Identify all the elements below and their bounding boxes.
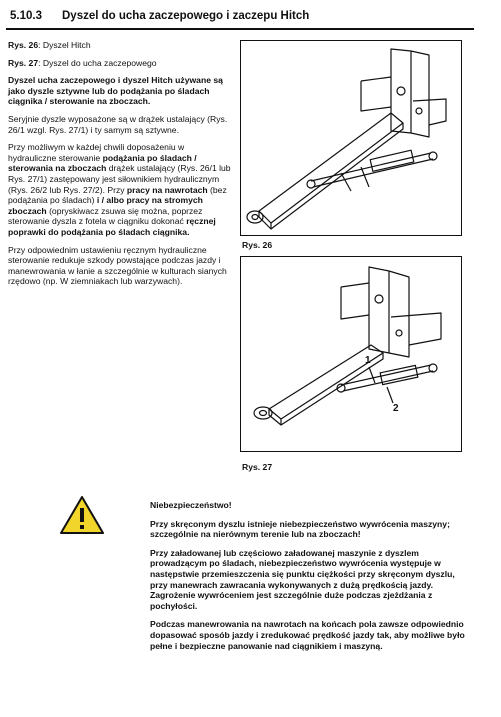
figure-caption-rys27: Rys. 27 [242, 462, 273, 472]
text-run: (opryskiwacz zsuwa się można, poprzez sterowanie dyszla z fotela w ciągniku dokonać [8, 205, 203, 227]
text-run: i / albo pracy na stromych zboczach [8, 195, 203, 216]
ref-text: : Dyszel do ucha zaczepowego [38, 57, 157, 68]
warning-text-block [150, 500, 468, 659]
text-run: podążania po śladach / sterowania na zboczach [8, 152, 197, 174]
paragraph-hydraulic [8, 142, 234, 237]
intro-text: Dyszel ucha zaczepowego i dyszel Hitch używane są jako dyszle sztywne lub do podążania po śladach ciągnika / sterowanie na zboczach. [8, 75, 223, 107]
text-run: Przy możliwym w każdej chwili doposażeniu w hydrauliczne sterowanie [8, 142, 185, 163]
text-run: (bez podążania po śladach) [8, 184, 227, 206]
section-number: 5.10.3 [10, 10, 42, 22]
ref-text: : Dyszel Hitch [38, 40, 91, 50]
section-header [6, 8, 474, 30]
figure-caption-rys26: Rys. 26 [242, 240, 273, 250]
text-run: pracy na nawrotach [126, 184, 208, 195]
paragraph-standard: Seryjnie dyszle wyposażone są w drążek ustalający (Rys. 26/1 wzgl. Rys. 27/1) i ty samym są sztywne. [8, 113, 228, 135]
warning-title: Niebezpieczeństwo! [150, 500, 232, 510]
callout-label-1: 1 [365, 355, 371, 366]
warning-paragraph-3: Podczas manewrowania na nawrotach na końcach pola zawsze odpowiednio dopasować sposób jazdy i zredukować prędkość jazdy tak, aby możliwe było pełne i bezpieczne panowanie nad ciągnikiem i maszyną. [150, 619, 465, 651]
warning-triangle-icon [58, 494, 106, 536]
warning-paragraph-2: Przy załadowanej lub częściowo załadowanej maszynie z dyszlem prowadzącym po śladach, niebezpieczeństwo wywrócenia występuje w następstwie przemieszczenia się punktu ciężkości przy skręconym dyszlu, przy manewrach zawracania wykonywanych z dużą prędkością jazdy. Zagrożenie wywróceniem jest szczególnie duże podczas zjeżdżania z pochyłości. [150, 547, 455, 611]
paragraph-rys26 [8, 40, 234, 51]
figure-rys26 [240, 40, 462, 236]
paragraph-benefit: Przy odpowiednim ustawieniu ręcznym hydrauliczne sterowanie redukuje szkody powstające podczas jazdy i manewrowania w łanie a szczególnie w kulturach sianych rzędowo (np. W ziemniakach lub warzywach). [8, 244, 227, 287]
warning-paragraph-1: Przy skręconym dyszlu istnieje niebezpieczeństwo wywrócenia maszyny; szczególnie na nierównym terenie lub na zboczach! [150, 518, 450, 540]
section-title: Dyszel do ucha zaczepowego i zaczepu Hitch [62, 10, 310, 22]
figure-rys27 [240, 256, 462, 452]
drawbar-eye-illustration [241, 257, 461, 451]
text-run: ręcznej poprawki do podążania po śladach ciągnika. [8, 216, 216, 237]
ref-label: Rys. 26 [8, 40, 39, 50]
callout-label-2: 2 [393, 403, 399, 414]
left-text-column [8, 40, 234, 294]
ref-label: Rys. 27 [8, 57, 39, 68]
text-run: drążek ustalający (Rys. 26/1 lub Rys. 27/1) zastępowany jest siłownikiem hydraulicznym (Rys. 26/2 lub Rys. 27/2). Przy [8, 163, 231, 195]
paragraph-rys27 [8, 58, 234, 69]
hitch-drawbar-illustration [241, 41, 461, 235]
paragraph-intro [8, 75, 234, 107]
